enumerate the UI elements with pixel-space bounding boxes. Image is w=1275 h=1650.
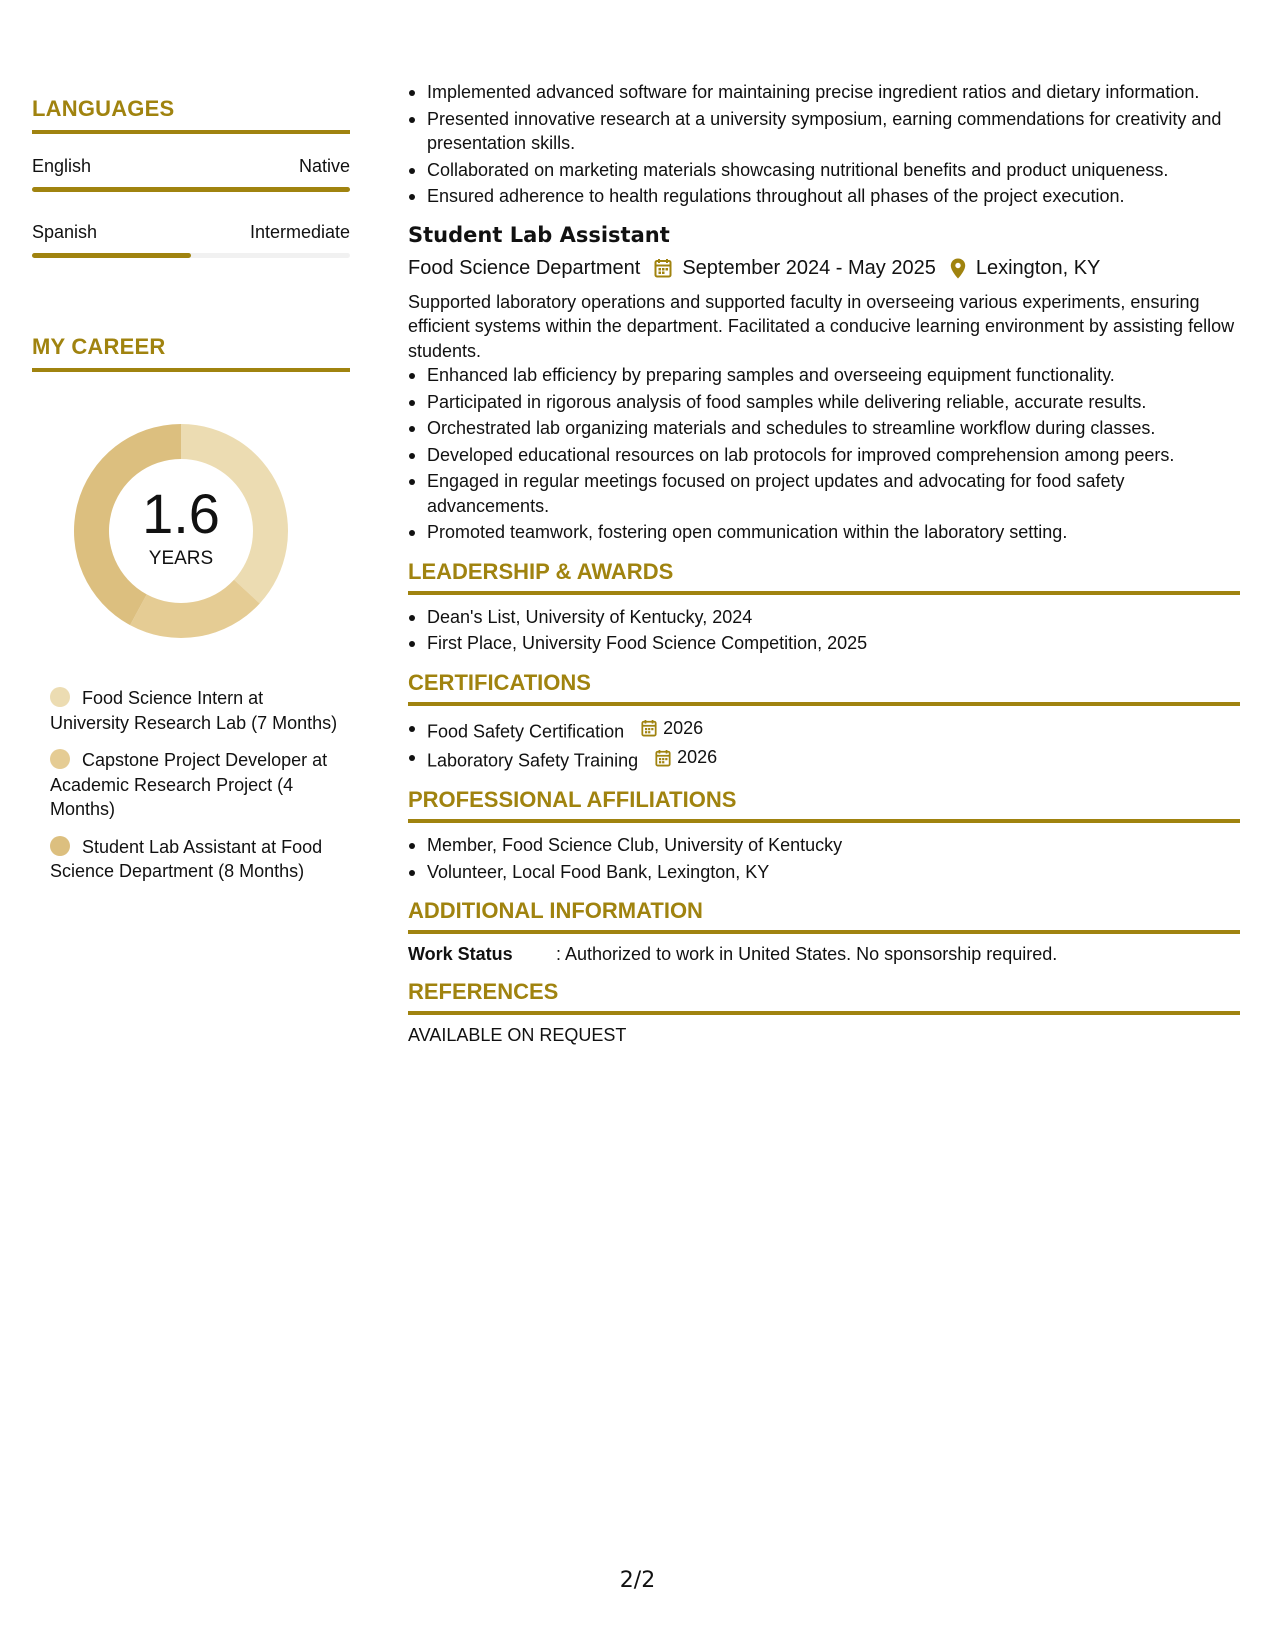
calendar-icon bbox=[654, 258, 672, 278]
certification-year: 2026 bbox=[677, 747, 718, 768]
job-dates: September 2024 - May 2025 bbox=[682, 256, 936, 279]
language-bar bbox=[32, 187, 350, 192]
language-item bbox=[32, 222, 350, 258]
language-level: Native bbox=[298, 156, 350, 176]
list-item: Orchestrated lab organizing materials and schedules to streamline workflow during classes. bbox=[427, 416, 1240, 441]
certification-name: Laboratory Safety Training bbox=[427, 750, 639, 771]
list-item: Presented innovative research at a university symposium, earning commendations for creativity and presentation skills. bbox=[427, 107, 1240, 156]
list-item: Implemented advanced software for maintaining precise ingredient ratios and dietary information. bbox=[427, 80, 1240, 105]
calendar-icon bbox=[655, 749, 671, 767]
legend-label: Capstone Project Developer at Academic Research Project (4 Months) bbox=[50, 750, 328, 819]
job-location: Lexington, KY bbox=[975, 256, 1101, 279]
career-donut-center bbox=[66, 416, 296, 646]
career-legend bbox=[50, 686, 340, 884]
additional-info-section bbox=[408, 898, 1240, 965]
language-bar-fill bbox=[32, 253, 191, 258]
certification-item bbox=[427, 716, 1240, 744]
language-item bbox=[32, 156, 350, 192]
career-legend-item bbox=[50, 835, 340, 884]
work-status-row bbox=[408, 944, 1240, 965]
work-status-label: Work Status bbox=[408, 944, 513, 964]
career-heading: MY CAREER bbox=[32, 334, 350, 372]
list-item: First Place, University Food Science Competition, 2025 bbox=[427, 631, 1240, 656]
career-donut-chart bbox=[66, 416, 296, 646]
legend-dot bbox=[50, 836, 70, 856]
certification-name: Food Safety Certification bbox=[427, 720, 625, 741]
certification-item bbox=[427, 745, 1240, 773]
language-bar bbox=[32, 253, 350, 258]
calendar-icon bbox=[641, 719, 657, 737]
career-total-years: 1.6 bbox=[142, 482, 220, 545]
job-company: Food Science Department bbox=[408, 256, 641, 279]
job-title: Student Lab Assistant bbox=[408, 222, 670, 247]
language-bar-fill bbox=[32, 187, 350, 192]
list-item: Collaborated on marketing materials showcasing nutritional benefits and product uniqueness. bbox=[427, 158, 1240, 183]
previous-job-bullets bbox=[408, 80, 1240, 209]
list-item: Engaged in regular meetings focused on project updates and advocating for food safety advancements. bbox=[427, 469, 1240, 518]
legend-dot bbox=[50, 749, 70, 769]
list-item: Member, Food Science Club, University of Kentucky bbox=[427, 833, 1240, 858]
page-number: 2/2 bbox=[619, 1568, 656, 1593]
job-bullets bbox=[408, 363, 1240, 545]
certifications-heading: CERTIFICATIONS bbox=[408, 670, 1240, 706]
list-item: Participated in rigorous analysis of food samples while delivering reliable, accurate results. bbox=[427, 390, 1240, 415]
leadership-section bbox=[408, 559, 1240, 656]
location-pin-icon bbox=[950, 258, 966, 279]
left-column bbox=[32, 96, 350, 897]
references-text: AVAILABLE ON REQUEST bbox=[408, 1025, 627, 1045]
list-item: Volunteer, Local Food Bank, Lexington, KY bbox=[427, 860, 1240, 885]
job-meta bbox=[408, 257, 1240, 280]
job-description: Supported laboratory operations and supported faculty in overseeing various experiments, ensuring efficient systems within the department. Facilitated a conducive learning environment by assisting fellow students. bbox=[408, 291, 1235, 361]
certifications-section bbox=[408, 670, 1240, 774]
legend-dot bbox=[50, 687, 70, 707]
list-item: Enhanced lab efficiency by preparing samples and overseeing equipment functionality. bbox=[427, 363, 1240, 388]
list-item: Promoted teamwork, fostering open communication within the laboratory setting. bbox=[427, 520, 1240, 545]
legend-label: Food Science Intern at University Research Lab (7 Months) bbox=[50, 688, 338, 733]
leadership-heading: LEADERSHIP & AWARDS bbox=[408, 559, 1240, 595]
languages-heading: LANGUAGES bbox=[32, 96, 350, 134]
references-section bbox=[408, 979, 1240, 1046]
additional-info-heading: ADDITIONAL INFORMATION bbox=[408, 898, 1240, 934]
language-name: English bbox=[32, 156, 92, 176]
list-item: Ensured adherence to health regulations throughout all phases of the project execution. bbox=[427, 184, 1240, 209]
career-total-unit: YEARS bbox=[148, 548, 214, 569]
career-legend-item bbox=[50, 686, 340, 735]
list-item: Dean's List, University of Kentucky, 2024 bbox=[427, 605, 1240, 630]
references-heading: REFERENCES bbox=[408, 979, 1240, 1015]
legend-label: Student Lab Assistant at Food Science Department (8 Months) bbox=[50, 836, 323, 881]
affiliations-heading: PROFESSIONAL AFFILIATIONS bbox=[408, 787, 1240, 823]
career-legend-item bbox=[50, 748, 340, 822]
right-column bbox=[408, 80, 1240, 1046]
affiliations-section bbox=[408, 787, 1240, 884]
certification-year: 2026 bbox=[663, 717, 704, 738]
language-name: Spanish bbox=[32, 222, 98, 242]
work-status-value: : Authorized to work in United States. No sponsorship required. bbox=[556, 944, 1058, 964]
list-item: Developed educational resources on lab protocols for improved comprehension among peers. bbox=[427, 443, 1240, 468]
language-level: Intermediate bbox=[249, 222, 350, 242]
